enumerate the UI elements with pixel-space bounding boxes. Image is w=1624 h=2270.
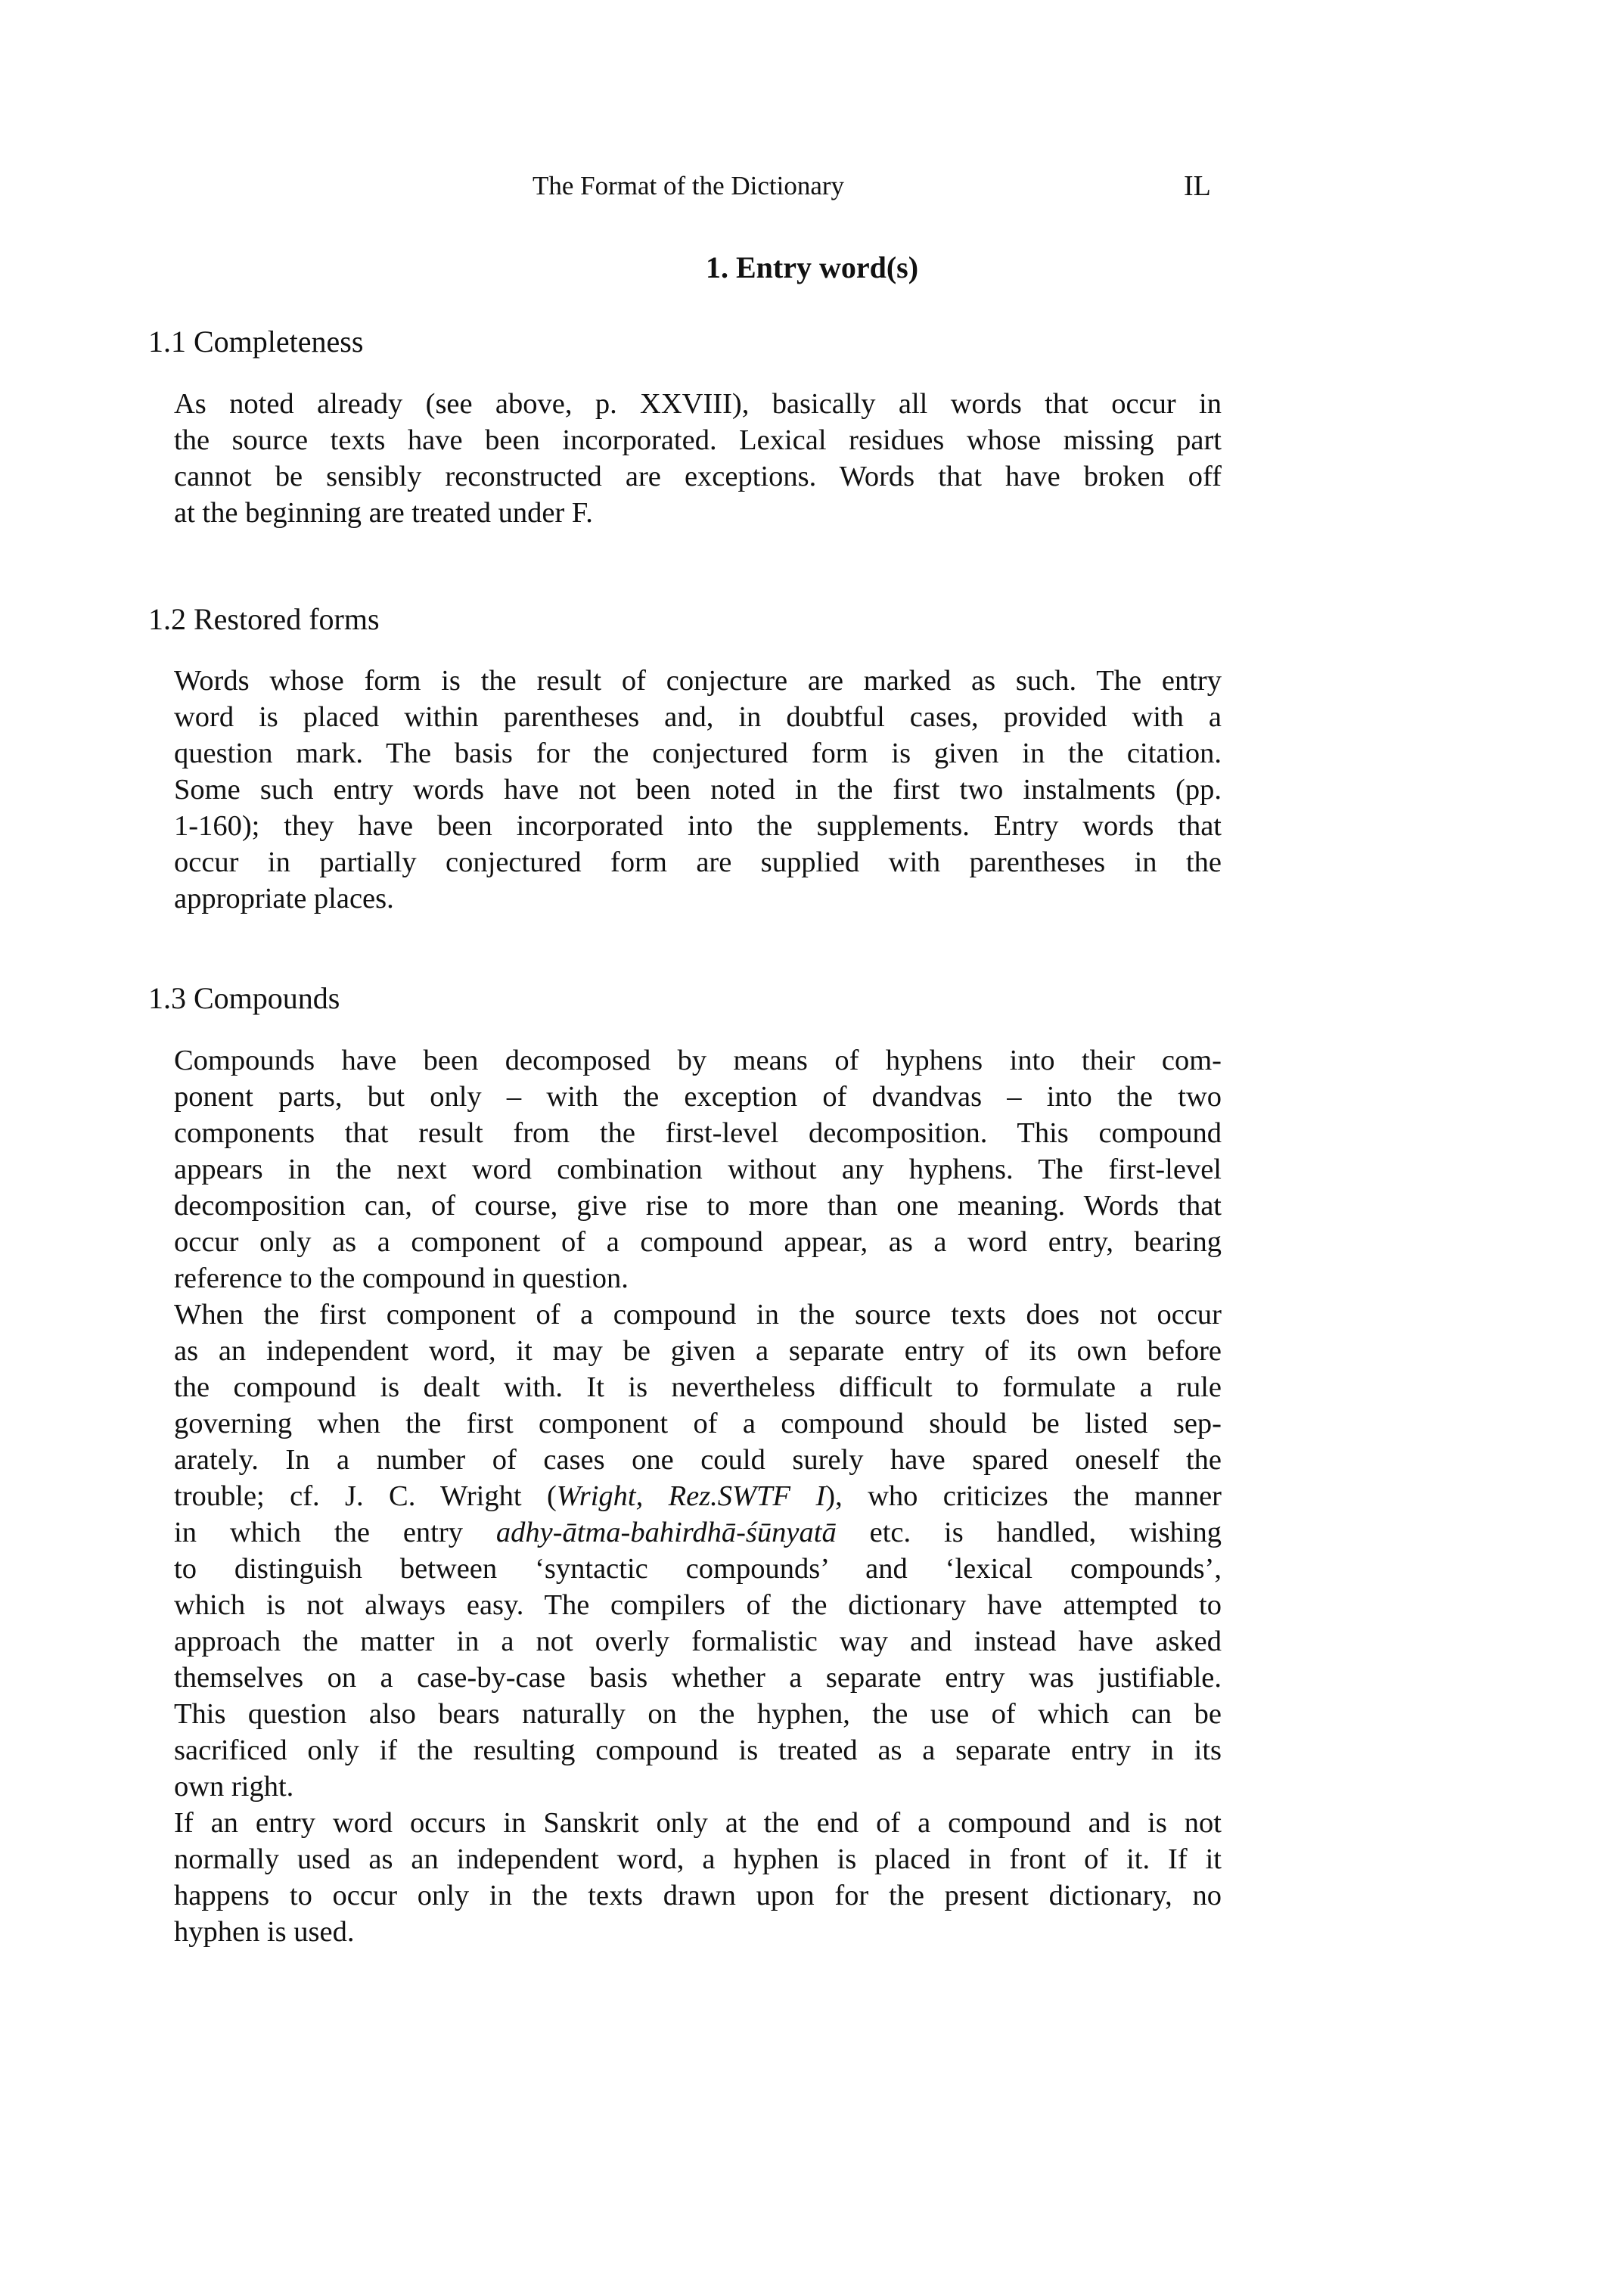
paragraph-compounds-2 (174, 1296, 1222, 1805)
section-heading-compounds: 1.3 Compounds (148, 981, 340, 1015)
paragraph-restored-forms (174, 663, 1222, 917)
text-line: the source texts have been incorporated. Lexical residues whose missing part (174, 424, 1222, 456)
text-line: arately. In a number of cases one could surely have spared oneself the (174, 1444, 1222, 1476)
text-line: reference to the compound in question. (174, 1262, 629, 1294)
text-line: happens to occur only in the texts drawn upon for the present dictionary, no (174, 1880, 1222, 1911)
section-heading-completeness: 1.1 Completeness (148, 325, 364, 359)
text-line: hyphen is used. (174, 1916, 355, 1948)
text-line-with-entry-word (174, 1514, 1222, 1551)
text-line: sacrificed only if the resulting compound is treated as a separate entry in its (174, 1734, 1222, 1766)
text-line: occur in partially conjectured form are supplied with parentheses in the (174, 846, 1222, 878)
text-line: appears in the next word combination without any hyphens. The first-level (174, 1154, 1222, 1185)
running-head-title: The Format of the Dictionary (532, 171, 845, 200)
text-fragment: etc. is handled, wishing (836, 1517, 1222, 1548)
text-line: cannot be sensibly reconstructed are exceptions. Words that have broken off (174, 461, 1222, 492)
text-line: components that result from the first-level decomposition. This compound (174, 1117, 1222, 1149)
text-line: As noted already (see above, p. XXVIII), basically all words that occur in (174, 388, 1222, 420)
text-fragment: in which the entry (174, 1517, 496, 1548)
text-line: If an entry word occurs in Sanskrit only at the end of a compound and is not (174, 1807, 1222, 1839)
text-line: Some such entry words have not been noted in the first two instalments (pp. (174, 774, 1222, 806)
text-line: normally used as an independent word, a hyphen is placed in front of it. If it (174, 1843, 1222, 1875)
sanskrit-entry-word: adhy-ātma-bahirdhā-śūnyatā (495, 1517, 837, 1548)
text-line: as an independent word, it may be given a separate entry of its own before (174, 1335, 1222, 1367)
citation-wright: Wright, Rez.SWTF I (556, 1480, 826, 1512)
text-line: question mark. The basis for the conjectured form is given in the citation. (174, 738, 1222, 769)
text-line: word is placed within parentheses and, in doubtful cases, provided with a (174, 701, 1222, 733)
text-fragment: trouble; cf. J. C. Wright ( (174, 1480, 557, 1512)
text-line: the compound is dealt with. It is nevertheless difficult to formulate a rule (174, 1371, 1222, 1403)
paragraph-compounds-1 (174, 1042, 1222, 1296)
text-line: Words whose form is the result of conjecture are marked as such. The entry (174, 665, 1222, 697)
text-line: approach the matter in a not overly formalistic way and instead have asked (174, 1626, 1222, 1657)
text-line: This question also bears naturally on the hyphen, the use of which can be (174, 1698, 1222, 1730)
chapter-title: 1. Entry word(s) (705, 250, 919, 284)
text-line: own right. (174, 1771, 294, 1803)
text-line: occur only as a component of a compound appear, as a word entry, bearing (174, 1226, 1222, 1258)
text-line: appropriate places. (174, 883, 394, 915)
text-line: decomposition can, of course, give rise to more than one meaning. Words that (174, 1190, 1222, 1222)
paragraph-compounds-3 (174, 1805, 1222, 1950)
text-fragment: ), who criticizes the manner (825, 1480, 1222, 1512)
text-line: 1-160); they have been incorporated into the supplements. Entry words that (174, 810, 1222, 842)
text-line: Compounds have been decomposed by means of hyphens into their com- (174, 1045, 1222, 1076)
text-line: governing when the first component of a compound should be listed sep- (174, 1408, 1222, 1439)
text-line: ponent parts, but only – with the exception of dvandvas – into the two (174, 1081, 1222, 1113)
text-line-with-citation (174, 1478, 1222, 1514)
paragraph-completeness (174, 386, 1222, 531)
page-number: IL (1184, 170, 1211, 202)
text-line: at the beginning are treated under F. (174, 497, 593, 529)
text-line: which is not always easy. The compilers of the dictionary have attempted to (174, 1589, 1222, 1621)
text-line: themselves on a case-by-case basis whether a separate entry was justifiable. (174, 1662, 1222, 1694)
section-heading-restored-forms: 1.2 Restored forms (148, 602, 380, 636)
text-line: When the first component of a compound in the source texts does not occur (174, 1299, 1222, 1331)
text-line: to distinguish between ‘syntactic compounds’ and ‘lexical compounds’, (174, 1553, 1222, 1585)
